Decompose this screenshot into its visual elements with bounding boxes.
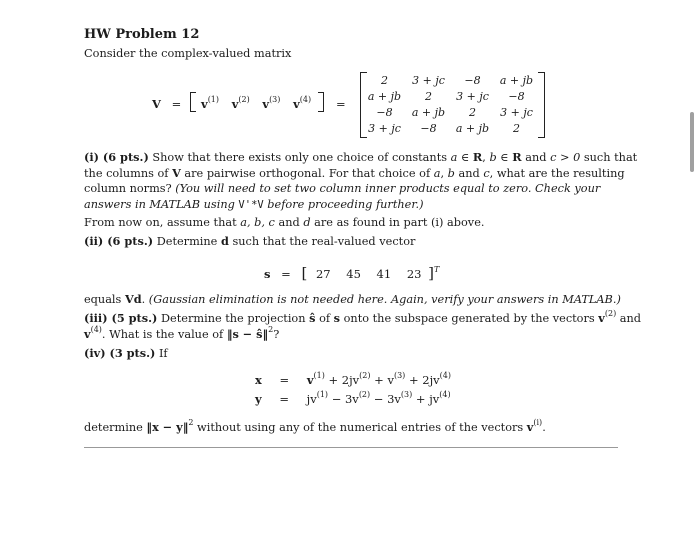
x-term-4-sup: (4) (439, 371, 451, 381)
part-i-t9: , (440, 166, 448, 180)
vec-v4: v (293, 97, 300, 111)
x-term-1-sup: (1) (313, 371, 325, 381)
vec-v2: v (231, 97, 239, 111)
part-iii-norm-sq: 2 (268, 324, 274, 334)
equals-sign: = (171, 97, 182, 111)
part-ii-t4: . (141, 293, 149, 306)
part-iii-shat: ŝ (309, 311, 316, 325)
s-transpose: T (434, 265, 440, 275)
horizontal-rule (84, 447, 618, 448)
part-iii-v2: v (598, 311, 605, 325)
vec-v4-sup: (4) (299, 95, 312, 105)
x-term-2-sup: (2) (359, 371, 371, 381)
part-i-a: a (433, 166, 441, 180)
assume-t1: From now on, assume that (84, 216, 241, 229)
x-term-3-sup: (3) (393, 371, 406, 381)
part-iii-label: (iii) (5 pts.) (84, 311, 158, 325)
part-iii-t3: onto the subspace generated by the vectors (340, 312, 599, 325)
s-right-bracket: ] (428, 264, 434, 282)
part-ii-t1: Determine (153, 235, 221, 248)
part-ii-Vd: Vd (124, 292, 142, 306)
x-term-3: + v (370, 373, 394, 387)
x-term-2: + 2jv (324, 373, 360, 387)
part-ii-hint: (Gaussian elimination is not needed here. Again, verify your answers in MATLAB.) (148, 293, 621, 306)
part-iii-v2-sup: (2) (604, 309, 617, 319)
matrix-cell-r2c3: 3 + jc (456, 90, 489, 103)
part-iii-v4: v (84, 326, 91, 341)
assumption-text (84, 215, 644, 231)
part-iv-norm-sq: 2 (188, 418, 194, 428)
part-iv-vi: v (526, 420, 534, 434)
x-equation (255, 373, 451, 387)
part-iv-t4: . (542, 421, 546, 434)
part-i-b: b (447, 166, 455, 180)
left-bracket (190, 92, 196, 112)
vec-v2-sup: (2) (238, 95, 250, 105)
part-iii-t6: ? (273, 327, 280, 341)
part-i-t7: such that the columns of (84, 151, 638, 180)
intro-text: Consider the complex-valued matrix (84, 47, 292, 60)
x-equals: = (279, 373, 290, 387)
y-term-4-sup: (4) (439, 390, 451, 400)
y-term-3: − 3v (370, 392, 401, 406)
part-i-t3: , (482, 151, 490, 164)
part-iv-label: (iv) (3 pts.) (84, 346, 156, 360)
part-i-label: (i) (6 pts.) (84, 150, 149, 164)
part-ii-text-2 (84, 292, 644, 308)
assume-t3: are as found in part (i) above. (310, 216, 485, 229)
matrix-cell-r2c2: 2 (425, 90, 432, 103)
assume-t2: and (274, 216, 304, 229)
part-i-t4: b ∈ (489, 151, 513, 164)
matrix-cell-r1c2: 3 + jc (412, 74, 445, 87)
matrix-cell-r4c4: 2 (513, 122, 520, 135)
part-iv-vi-sup: (i) (533, 418, 543, 428)
part-i-t8: are pairwise orthogonal. For that choice of (180, 166, 434, 180)
matrix-V-symbol: V (152, 97, 161, 111)
part-iii-text (84, 311, 644, 342)
matrix-cell-r3c1: −8 (376, 106, 393, 119)
vec-v3-sup: (3) (269, 95, 281, 105)
s-equals: = (281, 267, 291, 281)
part-i-hint2: before proceeding further.) (263, 197, 424, 211)
y-equation (255, 392, 451, 406)
vec-v3: v (262, 97, 270, 111)
part-i-V: V (172, 165, 181, 180)
y-term-2: − 3v (328, 392, 359, 406)
matrix-cell-r3c4: 3 + jc (500, 106, 533, 119)
vec-v1-sup: (1) (207, 95, 220, 105)
matrix-cell-r2c1: a + jb (367, 90, 402, 103)
part-iv-text (84, 346, 644, 362)
s-value-2: 45 (346, 267, 361, 281)
assume-d: d (303, 216, 311, 229)
matrix-cell-r4c1: 3 + jc (368, 122, 401, 135)
part-i-t5: and (521, 151, 551, 164)
part-iv-t3: without using any of the numerical entries of the vectors (193, 421, 527, 434)
part-iii-t2: of (315, 312, 334, 325)
part-i-t1: Show that there exists only one choice of constants (148, 151, 451, 164)
problem-title: HW Problem 12 (84, 27, 200, 42)
x-term-4: + 2jv (405, 373, 440, 387)
part-iv-norm: ‖x − y‖ (146, 420, 189, 434)
y-term-4: + jv (412, 392, 440, 406)
matrix-cell-r1c4: a + jb (499, 74, 534, 87)
matrix-cell-r4c2: −8 (420, 122, 437, 135)
part-ii-t2: such that the real-valued vector (228, 235, 416, 248)
part-iii-t1: Determine the projection (157, 312, 310, 325)
part-iii-t4: and (616, 312, 642, 325)
part-i-t2: a ∈ (450, 151, 473, 164)
part-i-matlab-code: V'*V (238, 198, 264, 211)
y-term-3-sup: (3) (400, 390, 413, 400)
matrix-V (360, 72, 545, 138)
y-symbol: y (255, 392, 262, 406)
s-value-3: 41 (376, 267, 392, 281)
part-i-t6: c > 0 (550, 151, 581, 164)
matrix-cell-r3c2: a + jb (411, 106, 446, 119)
y-term-2-sup: (2) (358, 390, 371, 400)
part-ii-text (84, 234, 644, 250)
column-vectors (201, 97, 311, 111)
part-ii-label: (ii) (6 pts.) (84, 234, 154, 248)
s-left-bracket: [ (301, 264, 308, 282)
part-iii-v4-sup: (4) (90, 324, 102, 334)
vec-v1: v (201, 97, 208, 111)
matrix-cell-r1c1: 2 (381, 74, 388, 87)
y-term-1-sup: (1) (316, 390, 329, 400)
part-iv-t1: If (155, 347, 168, 360)
part-i-R1: R (472, 150, 483, 164)
right-bracket (318, 92, 324, 112)
s-vector-equation (264, 264, 439, 282)
s-value-1: 27 (315, 267, 331, 281)
part-i-t10: and (454, 166, 484, 180)
part-i-hint1: (You will need to set two column inner products equal to zero. Check your answers in MATLAB using (84, 182, 601, 211)
part-i-t11: , what are the resulting column norms? (84, 166, 625, 195)
matrix-cell-r2c4: −8 (508, 90, 525, 103)
part-ii-d: d (220, 234, 229, 248)
equals-sign-2: = (336, 97, 346, 111)
part-i-text (84, 150, 644, 213)
part-iv-t2: determine (84, 421, 147, 434)
matrix-right-bracket (538, 72, 545, 138)
y-term-1: jv (306, 392, 317, 406)
part-iii-norm: ‖s − ŝ‖ (226, 326, 269, 341)
part-iii-t5: . What is the value of (101, 327, 227, 341)
scrollbar[interactable] (690, 112, 694, 172)
part-ii-t3: equals (84, 293, 125, 306)
part-iv-text-2 (84, 420, 644, 436)
matrix-cell-r3c3: 2 (469, 106, 476, 119)
x-term-1: v (306, 373, 314, 387)
y-equals: = (279, 392, 289, 406)
part-i-R2: R (512, 150, 522, 164)
part-i-c: c (483, 166, 490, 180)
matrix-cell-r4c3: a + jb (455, 122, 490, 135)
part-iii-s: s (333, 311, 341, 325)
assume-vars: a, b, c (240, 216, 275, 229)
s-value-4: 23 (406, 267, 422, 281)
s-vector-symbol: s (264, 267, 271, 281)
matrix-definition-lhs (152, 97, 188, 111)
matrix-cell-r1c3: −8 (464, 74, 481, 87)
x-symbol: x (255, 373, 262, 387)
